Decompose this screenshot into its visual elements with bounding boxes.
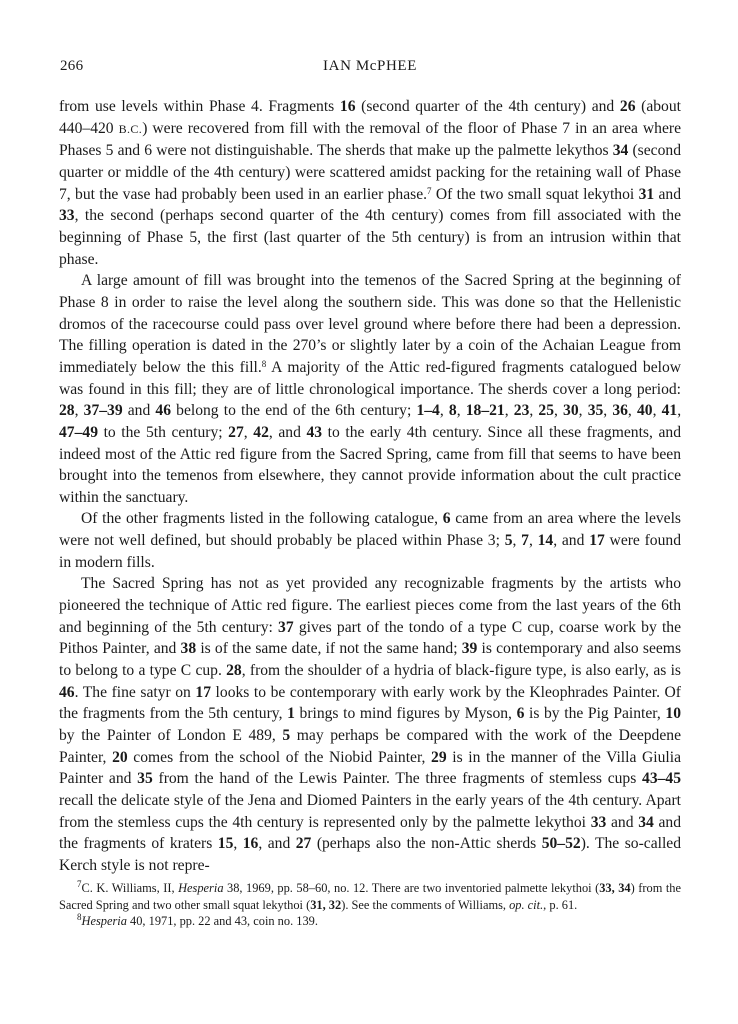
text-run: by the Painter of London E 489, [59,727,283,745]
page-header [60,58,680,78]
text-run: , [603,402,613,420]
text-run: , p. 61. [543,897,578,912]
text-run: comes from the school of the Niobid Painter, [127,748,432,766]
catalogue-number: 1–4 [416,402,440,420]
text-run: , [456,402,466,420]
text-run: were found in modern fills. [59,532,681,571]
catalogue-number: 18–21 [465,402,505,420]
footnote-marker: 8 [261,358,267,369]
text-run: Of the other fragments listed in the following catalogue, [81,510,443,528]
text-run: may perhaps be compared with the work of the Deepdene Painter, [59,727,681,766]
text-run: ) from the Sacred Spring and two other small squat lekythoi ( [59,881,681,912]
footnote-marker: 7 [77,879,82,889]
text-run: C. K. Williams, II, [81,881,179,895]
text-run: (second quarter of the 4th century) and [355,98,620,115]
text-run: The Sacred Spring has not as yet provided any recognizable fragments by the artists who pioneered the technique of Attic red figure. The earliest pieces come from the last years of the 6th and beginning of the 5th century: [59,575,681,636]
text-run: recall the delicate style of the Jena and Diomed Painters in the early years of the 4th century. Apart from the stemless cups the 4th century is represented only by the palmette lekythoi [59,792,681,831]
catalogue-number: 33 [590,813,607,831]
text-run: from the hand of the Lewis Painter. The three fragments of stemless cups [152,770,643,788]
catalogue-number: 38 [180,640,197,658]
catalogue-number: 37 [278,618,294,636]
text-run: ). See the comments of Williams, [341,897,510,912]
text-run: 40, 1971, pp. 22 and 43, coin no. 139. [126,914,318,929]
catalogue-number: 35 [137,770,153,788]
catalogue-number: 28 [226,662,242,680]
catalogue-number: 14 [537,532,554,550]
text-run: looks to be contemporary with early work by the Kleophrades Painter. Of the fragments from the 5th century, [59,683,681,723]
catalogue-number: 34 [612,142,629,160]
text-run: 38, 1969, pp. 58–60, no. 12. There are two inventoried palmette lekythoi ( [223,881,600,895]
catalogue-number: 5 [504,532,513,550]
catalogue-number: 17 [589,532,605,550]
catalogue-number: 23 [513,402,530,420]
text-run: (second quarter or middle of the 4th century) were scattered amidst packing for the retaining wall of Phase 7, but the vase had probably been used in an earlier phase. [59,142,681,203]
catalogue-number: 46 [59,683,75,701]
paragraph-1 [59,96,681,270]
catalogue-number: 27 [295,835,312,853]
catalogue-number: 28 [59,402,75,420]
text-run: A large amount of fill was brought into the temenos of the Sacred Spring at the beginning of Phase 8 in order to raise the level along the southern side. This was done so that the Hellenistic dromos of the racecourse could pass over level ground where before there had been a depression. The filling operation is dated in the 270’s or slightly later by a coin of the Achaian League from immediately below the this fill. [59,272,681,376]
text-run: is by the Pig Painter, [524,705,666,723]
text-run: , and [258,835,296,853]
catalogue-number: 50–52 [541,835,581,853]
footnotes [59,880,681,930]
text-run: and [654,185,682,203]
italic-text: Hesperia [81,914,127,929]
text-run: and the fragments of kraters [59,813,681,853]
catalogue-number: 33, 34 [599,881,631,895]
catalogue-number: 39 [461,640,478,658]
catalogue-number: 33 [59,207,75,225]
text-run: brings to mind figures by Myson, [294,705,517,723]
text-run: . The fine satyr on [74,683,196,701]
running-head: IAN McPHEE [323,58,417,74]
catalogue-number: 15 [217,835,234,853]
body-text [59,96,681,877]
footnote-marker: 8 [77,912,82,923]
text-run: , [243,423,254,441]
catalogue-number: 37–39 [83,402,123,420]
text-run: belong to the end of the 6th century; [171,402,417,420]
text-run: , [627,402,637,420]
catalogue-number: 47–49 [59,423,98,441]
catalogue-number: 8 [448,402,457,420]
catalogue-number: 10 [665,705,681,723]
catalogue-number: 31, 32 [310,897,342,912]
text-run: , and [268,423,307,441]
italic-text: op. cit. [509,897,544,912]
catalogue-number: 34 [638,813,654,831]
text-run: and [606,813,639,831]
text-run: , [529,402,539,420]
text-run: , [554,402,564,420]
text-run: gives part of the tondo of a type C cup, coarse work by the Pithos Painter, and [59,618,681,658]
text-run: , [677,402,682,420]
catalogue-number: 42 [253,423,269,441]
text-run: came from an area where the levels were not well defined, but should probably be placed within Phase 3; [59,510,681,550]
catalogue-number: 31 [638,185,655,203]
text-run: is contemporary and also seems to belong to a type C cup. [59,640,682,680]
page-number: 266 [60,58,84,74]
catalogue-number: 43 [306,423,323,441]
footnote-marker: 7 [427,185,432,196]
text-run: , and [553,532,590,550]
catalogue-number: 41 [661,402,678,420]
catalogue-number: 46 [155,402,172,420]
text-run: ). The so-called Kerch style is not repre- [59,835,681,874]
text-run: (perhaps also the non-Attic sherds [311,835,542,853]
text-run: B.C. [118,121,143,136]
text-run: is in the manner of the Villa Giulia Painter and [59,748,681,788]
text-run: , [578,402,588,420]
paragraph-4 [59,573,681,876]
text-run: to the 5th century; [97,423,229,441]
catalogue-number: 26 [619,98,636,115]
catalogue-number: 20 [112,748,128,766]
text-run: ) were recovered from fill with the removal of the floor of Phase 7 in an area where Phases 5 and 6 were not distinguishable. The sherds that make up the palmette lekythos [59,119,681,160]
text-run: is of the same date, if not the same hand; [196,640,462,658]
paragraph-2 [59,270,681,508]
catalogue-number: 5 [282,727,291,745]
text-run: , [233,835,243,853]
catalogue-number: 29 [431,748,447,766]
catalogue-number: 30 [563,402,579,420]
text-run: , [439,402,449,420]
catalogue-number: 40 [636,402,653,420]
text-run: A majority of the Attic red-figured fragments catalogued below was found in this fill; they are of little chronological importance. The sherds cover a long period: [59,358,681,398]
catalogue-number: 27 [228,423,244,441]
text-run: , the second (perhaps second quarter of the 4th century) comes from fill associated with the beginning of Phase 5, the first (last quarter of the 5th century) is from an intrusion within that phase. [59,207,681,268]
catalogue-number: 35 [587,402,604,420]
text-run: Of the two small squat lekythoi [431,185,639,203]
catalogue-number: 7 [521,532,529,550]
text-run: , from the shoulder of a hydria of black-figure type, is also early, as is [241,662,681,680]
text-run: , [652,402,662,420]
catalogue-number: 16 [242,835,259,853]
catalogue-number: 36 [612,402,628,420]
catalogue-number: 43–45 [642,770,681,788]
text-run: from use levels within Phase 4. Fragments [59,98,340,115]
paragraph-3 [59,508,681,573]
catalogue-number: 1 [287,705,295,723]
text-run: , [74,402,84,420]
catalogue-number: 25 [538,402,554,420]
text-run: to the early 4th century. Since all these fragments, and indeed most of the Attic red figure from the Sacred Spring, came from fill that seems to have been brought into the temenos from elsewhere, they cannot provide information about the cult practice within the sanctuary. [59,423,681,506]
text-run: , [528,532,538,550]
text-run: , [504,402,514,420]
catalogue-number: 17 [195,683,211,701]
catalogue-number: 6 [442,510,451,528]
catalogue-number: 16 [339,98,356,115]
text-run: , [512,532,522,550]
footnote-7 [59,880,681,913]
footnote-8 [59,913,681,930]
catalogue-number: 6 [516,705,525,723]
text-run: and [122,402,156,420]
italic-text: Hesperia [178,881,224,895]
text-run: (about 440–420 [59,98,681,137]
